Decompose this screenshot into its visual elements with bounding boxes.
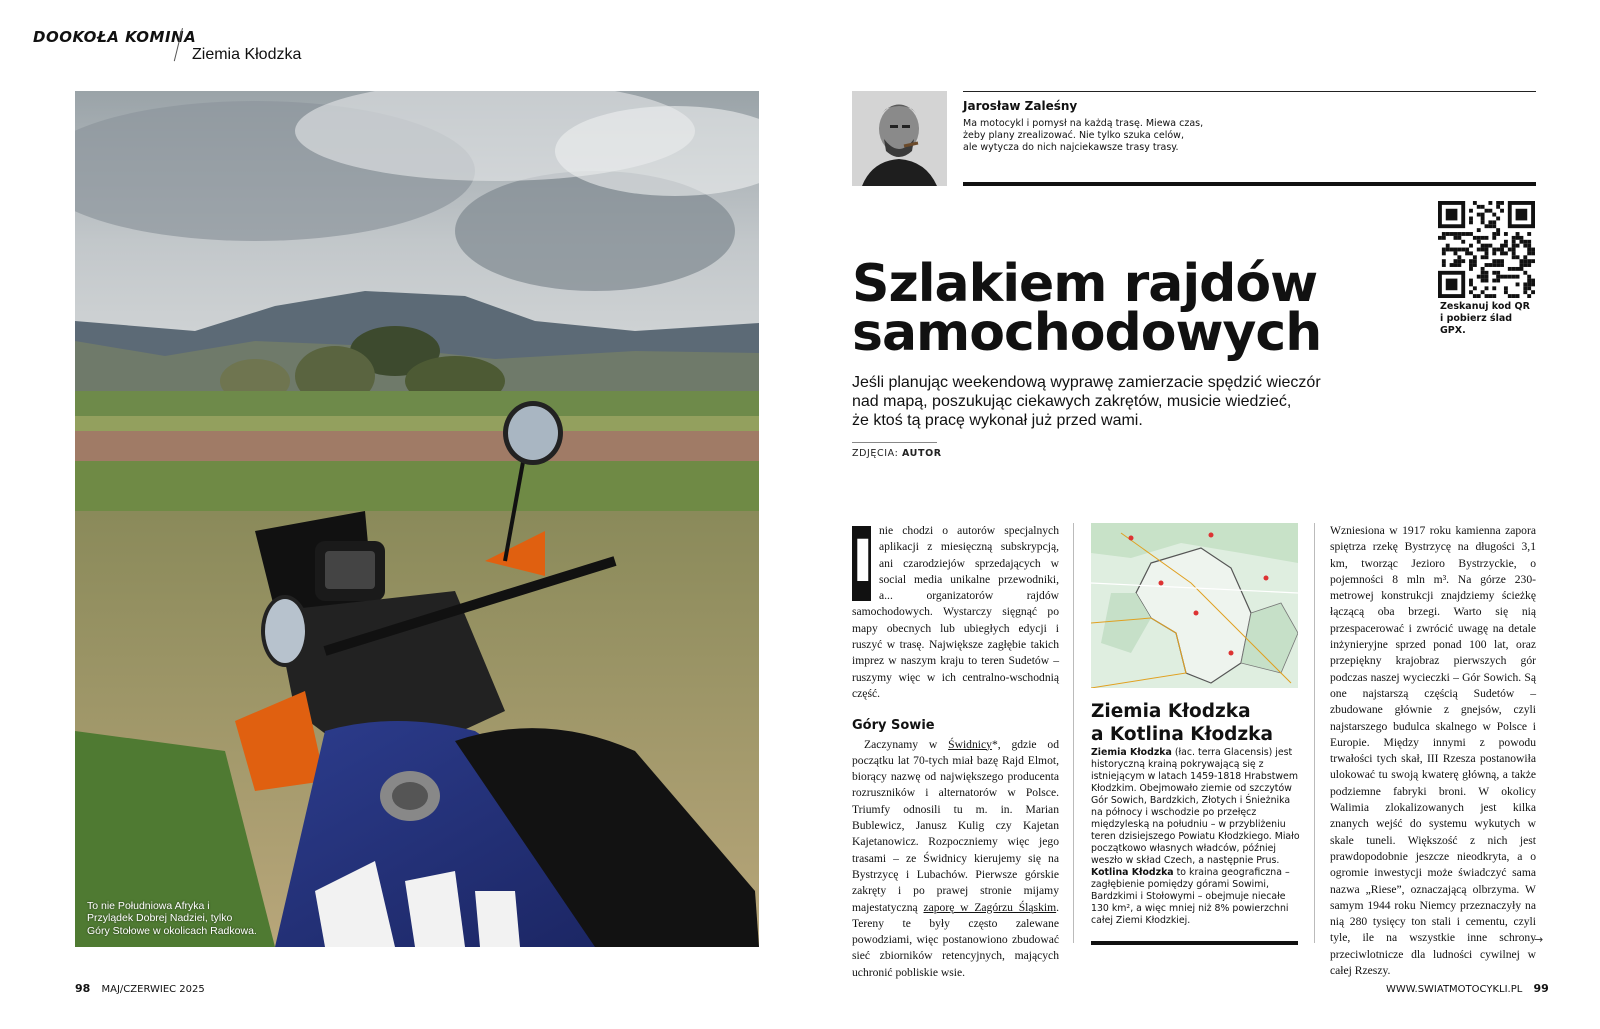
drop-cap: I [852,526,871,601]
lead-line: Jeśli planując weekendową wyprawę zamierzacie spędzić wieczór [852,374,1321,391]
lead-line: że ktoś tą pracę wykonał już przed wami. [852,412,1143,429]
credit-rule [852,442,937,443]
motorcycle-landscape-image [75,91,759,947]
section-tag: DOOKOŁA KOMINA [33,28,197,46]
author-bio-line: Ma motocykl i pomysł na każdą trasę. Miewa czas, [963,118,1204,129]
issue-date: MAJ/CZERWIEC 2025 [101,984,205,995]
qr-caption [1440,301,1540,337]
author-name: Jarosław Zaleśny [963,99,1078,113]
map-image [1091,523,1298,688]
author-portrait-image [852,91,947,186]
body-text: Zaczynamy w [864,737,949,751]
body-paragraph: Wzniesiona w 1917 roku kamienna zapora spiętrza rzekę Bystrzycę na długości 3,1 km, tworząc Jezioro Bystrzyckie, o pojemności 8 mln m³. Na górze 230-metrowej konstrukcji znajdziemy ścieżkę łączącą oba brzegi. Warto się nią przespacerować i zwrócić uwagę na detale inżynieryjne sprzed ponad 100 lat, oraz przepiękny krajobraz pierwszych gór podczas naszej wycieczki – Gór Sowich. Są one najstarszą częścią Sudetów – zbudowane głównie z gnejsów, czyli najstarszego budulca skalnego w Polsce i Europie. Między innymi z powodu trwałości tych skał, III Rzesza postanowiła ulokować tu swoją kwaterę główną, a także podziemne fabryki broni. W okolicy Walimia zlokalizowanych jest kilka znanych wejść do systemu wykutych w skale tuneli. Większość z nich jest prawdopodobnie jeszcze nieodkryta, a o ogromie inwestycji może świadczyć sama nazwa „Riese”, oznaczającą olbrzyma. W samym 1944 roku Niemcy przeznaczyły na nią 280 tysięcy ton stali i cementu, czyli tyle, ile na wszystkie inne schrony przeciwlotnicze dla ludności cywilnej w całej Rzeszy. [1330,524,1536,978]
body-paragraph [852,737,1059,981]
page-number-right: 99 [1533,982,1549,995]
author-bio-line: żeby plany zrealizować. Nie tylko szuka celów, [963,130,1184,141]
body-text: . Tereny te były często zalewane powodziami, więc postanowiono zbudować sieć zbiorników retencyjnych, mających uchronić pobliskie wsie. [852,900,1060,979]
continue-arrow-icon: → [1534,933,1544,946]
intro-paragraph: nie chodzi o autorów specjalnych aplikacji z miesięczną subskrypcją, ani czarodziejów sprzedających w social media unikalne przewodniki, a... organizatorów rajdów samochodowych. Wystarczy sięgnąć po mapy obecnych lub ubiegłych edycji i ruszyć w trasę. Największe zagłębie takich imprez w naszym kraju to teren Sudetów – ruszymy więc w ich centralno-wschodnią część. [852,524,1059,700]
author-bottom-rule [963,182,1536,186]
column-divider [1073,523,1074,943]
body-text: *, gdzie od początku lat 70-tych miał bazę Rajd Elmot, biorący nazwę od największego producenta rozruszników i alternatorów w Polsce. Triumfy odnosili tu m. in. Marian Bublewicz, Janusz Kulig czy Kajetan Kajetanowicz. Rozpoczniemy więc jego trasami – ze Świdnicy kierujemy się na Bystrzycę i Lubachów. Pierwsze górskie zakręty i po prawej stronie mijamy majestatyczną [852,737,1059,914]
article-title-line: Szlakiem rajdów [852,254,1318,314]
page-number-left: 98 [75,982,91,995]
subheading: Góry Sowie [852,718,935,734]
article-column-1 [852,523,1059,981]
website-url[interactable]: WWW.SWIATMOTOCYKLI.PL [1386,984,1523,995]
author-bio [963,118,1233,154]
author-photo [852,91,947,186]
qr-caption-line: Zeskanuj kod QR [1440,301,1530,312]
sidebar-term: Ziemia Kłodzka [1091,747,1172,758]
photo-credit [852,448,942,459]
qr-caption-line: i pobierz ślad GPX. [1440,313,1513,336]
folio-left [75,982,205,995]
author-bio-line: ale wytycza do nich najciekawsze trasy trasy. [963,142,1179,153]
author-top-rule [963,91,1536,92]
sidebar-term: Kotlina Kłodzka [1091,867,1174,878]
column-divider [1314,523,1315,943]
region-map [1091,523,1298,688]
sidebar-body: (łac. terra Glacensis) jest historyczną krainą pokrywającą się z istniejącym w latach 1459-1818 Hrabstwem Kłodzkim. Obejmowało ziemie od szczytów Gór Sowich, Bardzkich, Złotych i Śnieżnika na północy i wschodzie po przełęcz międzyleską na południu – w przybliżeniu teren dzisiejszego Powiatu Kłodzkiego. Miało początkowo własnych władców, później weszło w skład Czech, a następnie Prus. [1091,747,1300,866]
article-title [852,254,1432,363]
article-title-line: samochodowych [852,303,1322,363]
sidebar-title [1091,700,1301,746]
qr-code-icon [1438,201,1535,298]
photo-caption: To nie Południowa Afryka i Przylądek Dobrej Nadziei, tylko Góry Stołowe w okolicach Radkowa. [87,899,257,937]
main-photo [75,91,759,947]
sidebar-text [1091,747,1301,927]
sidebar-title-line: Ziemia Kłodzka [1091,701,1251,722]
sidebar-rule [1091,941,1298,945]
sidebar-body: to kraina geograficzna – zagłębienie pomiędzy górami Sowimi, Bardzkimi i Stołowymi – obejmuje niecałe 130 km², a więc mniej niż 8% powierzchni całej Ziemi Kłodzkiej. [1091,867,1290,926]
qr-code[interactable] [1438,201,1535,298]
credit-label: ZDJĘCIA: [852,448,903,459]
section-subtitle: Ziemia Kłodzka [192,46,302,63]
credit-value: AUTOR [902,448,942,459]
sidebar-title-line: a Kotlina Kłodzka [1091,724,1273,745]
swidnica-link[interactable]: Świdnicy [948,737,992,751]
lead-line: nad mapą, poszukując ciekawych zakrętów, musicie wiedzieć, [852,393,1292,410]
article-lead [852,373,1352,430]
article-column-3 [1330,523,1536,979]
folio-right [1386,982,1549,995]
zagorze-link[interactable]: zaporę w Zagórzu Śląskim [923,900,1057,914]
